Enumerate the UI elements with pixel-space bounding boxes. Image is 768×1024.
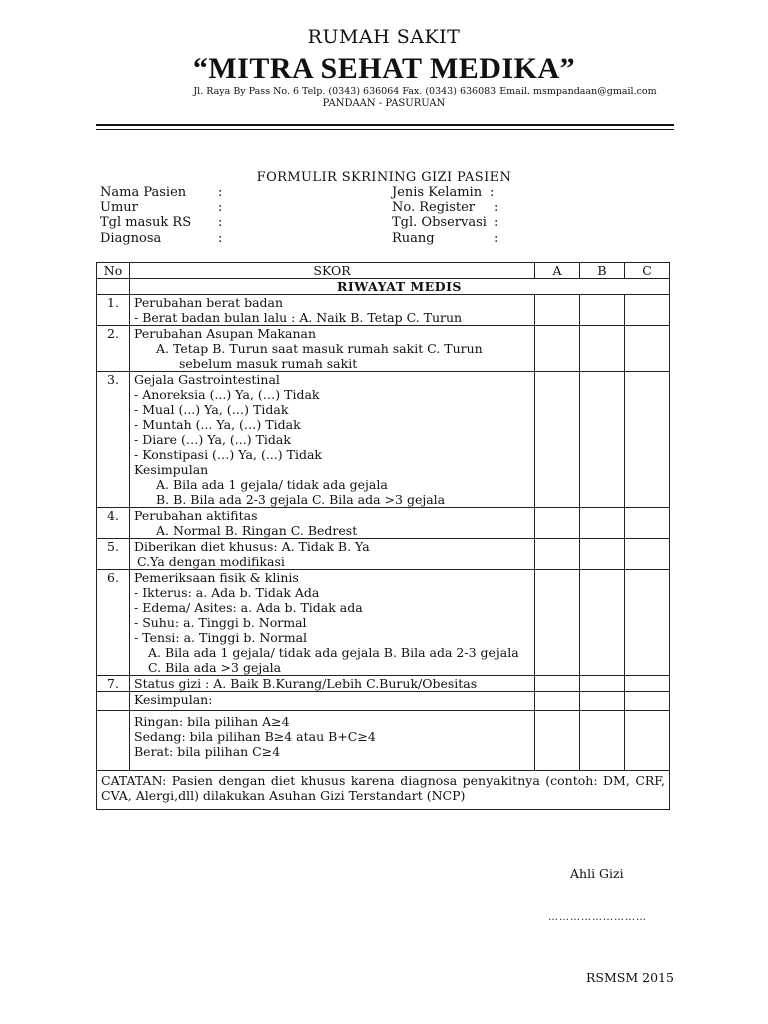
table-row <box>97 508 670 539</box>
row-number: 2. <box>97 326 130 372</box>
section-spacer <box>97 279 130 295</box>
score-cell-a[interactable] <box>535 372 580 508</box>
field-colon: : <box>490 185 495 200</box>
row-number-empty <box>97 692 130 711</box>
section-riwayat-medis: RIWAYAT MEDIS <box>130 279 670 295</box>
table-row <box>97 676 670 692</box>
row-line: Perubahan berat badan <box>134 295 284 310</box>
row-line: - Diare (…) Ya, (...) Tidak <box>134 432 291 447</box>
score-cell-a[interactable] <box>535 539 580 570</box>
hospital-name: “MITRA SEHAT MEDIKA” <box>192 52 576 85</box>
row-line: C. Bila ada >3 gejala <box>148 660 282 675</box>
field-colon: : <box>494 200 499 215</box>
score-cell-c[interactable] <box>625 676 670 692</box>
field-nama-pasien-label: Nama Pasien <box>100 185 187 200</box>
field-tgl-masuk-label: Tgl masuk RS <box>100 215 192 230</box>
criteria-line: Ringan: bila pilihan A≥4 <box>134 714 290 729</box>
row-number: 7. <box>97 676 130 692</box>
table-header-row <box>97 263 670 279</box>
row-line: - Anoreksia (...) Ya, (…) Tidak <box>134 387 320 402</box>
hospital-type: RUMAH SAKIT <box>307 26 461 48</box>
score-cell-a[interactable] <box>535 711 580 771</box>
catatan-row <box>97 771 670 810</box>
field-jenis-kelamin-label: Jenis Kelamin <box>392 185 483 200</box>
row-line: - Berat badan bulan lalu : A. Naik B. Tetap C. Turun <box>134 310 463 325</box>
score-cell-a[interactable] <box>535 692 580 711</box>
row-line: Gejala Gastrointestinal <box>134 372 280 387</box>
row-content <box>130 372 535 508</box>
field-colon: : <box>494 231 499 246</box>
row-line: - Konstipasi (…) Ya, (...) Tidak <box>134 447 322 462</box>
score-cell-c[interactable] <box>625 692 670 711</box>
table-row <box>97 295 670 326</box>
row-line: Kesimpulan <box>134 462 209 477</box>
hospital-city: PANDAAN - PASURUAN <box>322 98 446 109</box>
col-b-header: B <box>580 263 625 279</box>
kesimpulan-label: Kesimpulan: <box>130 692 535 711</box>
hospital-address: Jl. Raya By Pass No. 6 Telp. (0343) 636064 Fax. (0343) 636083 Email. msmpandaan@gmail.com <box>193 86 657 97</box>
row-line: Pemeriksaan fisik & klinis <box>134 570 299 585</box>
row-line: - Tensi: a. Tinggi b. Normal <box>134 630 308 645</box>
row-line: A. Bila ada 1 gejala/ tidak ada gejala <box>156 477 388 492</box>
score-cell-c[interactable] <box>625 711 670 771</box>
score-cell-b[interactable] <box>580 570 625 676</box>
row-line: A. Normal B. Ringan C. Bedrest <box>156 523 358 538</box>
row-number: 4. <box>97 508 130 539</box>
score-cell-a[interactable] <box>535 676 580 692</box>
score-cell-c[interactable] <box>625 326 670 372</box>
score-cell-b[interactable] <box>580 508 625 539</box>
row-line: - Edema/ Asites: a. Ada b. Tidak ada <box>134 600 363 615</box>
row-line: - Mual (...) Ya, (…) Tidak <box>134 402 289 417</box>
table-row <box>97 372 670 508</box>
score-cell-a[interactable] <box>535 326 580 372</box>
screening-table <box>96 262 670 810</box>
kesimpulan-row <box>97 692 670 711</box>
form-title: FORMULIR SKRINING GIZI PASIEN <box>256 170 512 185</box>
row-content <box>130 539 535 570</box>
score-cell-b[interactable] <box>580 711 625 771</box>
field-umur-label: Umur <box>100 200 138 215</box>
score-cell-b[interactable] <box>580 295 625 326</box>
criteria-line: Berat: bila pilihan C≥4 <box>134 744 281 759</box>
row-line: A. Bila ada 1 gejala/ tidak ada gejala B. Bila ada 2-3 gejala <box>148 645 519 660</box>
row-line: - Suhu: a. Tinggi b. Normal <box>134 615 307 630</box>
criteria-row <box>97 711 670 771</box>
criteria-line: Sedang: bila pilihan B≥4 atau B+C≥4 <box>134 729 376 744</box>
signature-line: ……………………… <box>548 912 647 923</box>
signature-title: Ahli Gizi <box>570 866 624 881</box>
table-row <box>97 539 670 570</box>
col-skor-header: SKOR <box>130 263 535 279</box>
criteria-content <box>130 711 535 771</box>
score-cell-b[interactable] <box>580 372 625 508</box>
row-line: B. B. Bila ada 2-3 gejala C. Bila ada >3 gejala <box>156 492 446 507</box>
field-colon: : <box>218 200 223 215</box>
row-line: sebelum masuk rumah sakit <box>179 356 358 371</box>
row-content <box>130 676 535 692</box>
score-cell-b[interactable] <box>580 326 625 372</box>
table-row <box>97 570 670 676</box>
row-number: 6. <box>97 570 130 676</box>
row-line: - Ikterus: a. Ada b. Tidak Ada <box>134 585 320 600</box>
row-line: C.Ya dengan modifikasi <box>137 554 285 569</box>
row-content <box>130 295 535 326</box>
score-cell-c[interactable] <box>625 508 670 539</box>
field-ruang-label: Ruang <box>392 231 435 246</box>
row-line: Diberikan diet khusus: A. Tidak B. Ya <box>134 539 370 554</box>
field-colon: : <box>218 231 223 246</box>
row-line: A. Tetap B. Turun saat masuk rumah sakit C. Turun <box>156 341 483 356</box>
row-line: Status gizi : A. Baik B.Kurang/Lebih C.Buruk/Obesitas <box>134 676 478 691</box>
row-number: 1. <box>97 295 130 326</box>
table-row <box>97 326 670 372</box>
row-content <box>130 326 535 372</box>
row-number: 5. <box>97 539 130 570</box>
score-cell-c[interactable] <box>625 372 670 508</box>
catatan-note: CATATAN: Pasien dengan diet khusus karena diagnosa penyakitnya (contoh: DM, CRF, CVA, Alergi,dll) dilakukan Asuhan Gizi Terstandart (NCP) <box>97 771 670 810</box>
score-cell-c[interactable] <box>625 539 670 570</box>
header-rule-thin <box>96 129 674 130</box>
header-rule-thick <box>96 124 674 126</box>
col-no-header: No <box>97 263 130 279</box>
score-cell-c[interactable] <box>625 570 670 676</box>
field-tgl-observasi-label: Tgl. Observasi <box>392 215 487 230</box>
footer-code: RSMSM 2015 <box>586 970 674 985</box>
score-cell-b[interactable] <box>580 692 625 711</box>
score-cell-a[interactable] <box>535 295 580 326</box>
section-row <box>97 279 670 295</box>
col-c-header: C <box>625 263 670 279</box>
row-content <box>130 508 535 539</box>
row-number-empty <box>97 711 130 771</box>
col-a-header: A <box>535 263 580 279</box>
field-diagnosa-label: Diagnosa <box>100 231 162 246</box>
score-cell-b[interactable] <box>580 539 625 570</box>
row-line: Perubahan aktifitas <box>134 508 258 523</box>
score-cell-b[interactable] <box>580 676 625 692</box>
score-cell-a[interactable] <box>535 508 580 539</box>
field-no-register-label: No. Register <box>392 200 476 215</box>
field-colon: : <box>494 215 499 230</box>
row-number: 3. <box>97 372 130 508</box>
field-colon: : <box>218 215 223 230</box>
score-cell-c[interactable] <box>625 295 670 326</box>
field-colon: : <box>218 185 223 200</box>
score-cell-a[interactable] <box>535 570 580 676</box>
row-line: - Muntah (... Ya, (…) Tidak <box>134 417 301 432</box>
row-line: Perubahan Asupan Makanan <box>134 326 317 341</box>
row-content <box>130 570 535 676</box>
